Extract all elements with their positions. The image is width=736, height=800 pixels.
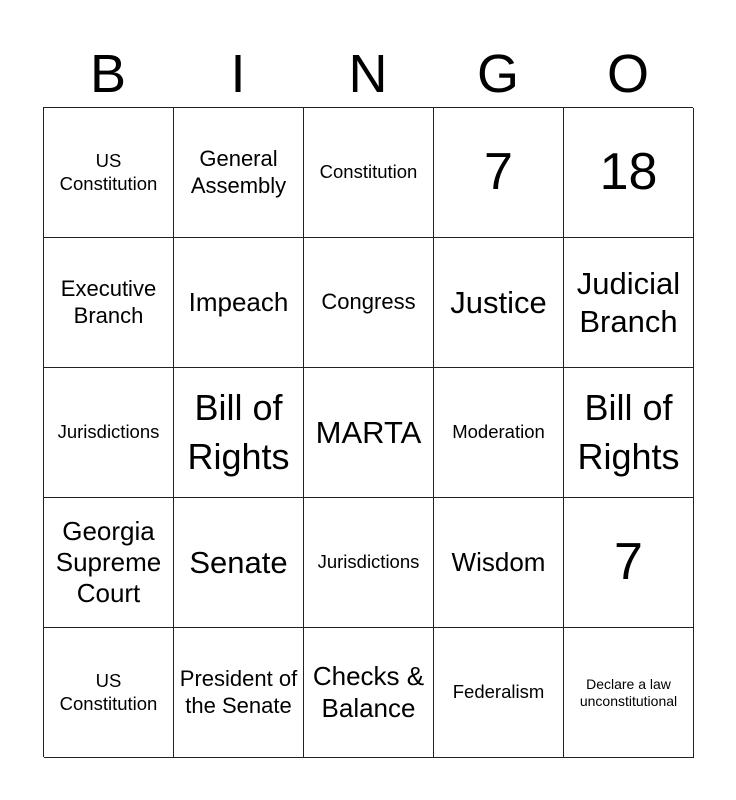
header-letter-b: B <box>89 44 127 104</box>
bingo-card-grid <box>43 107 693 757</box>
bingo-cell[interactable]: Executive Branch <box>44 238 174 368</box>
bingo-cell[interactable]: Moderation <box>434 368 564 498</box>
bingo-cell[interactable]: Georgia Supreme Court <box>44 498 174 628</box>
bingo-cell[interactable]: Federalism <box>434 628 564 758</box>
bingo-cell[interactable]: Wisdom <box>434 498 564 628</box>
bingo-cell[interactable]: 7 <box>434 108 564 238</box>
bingo-cell[interactable]: US Constitution <box>44 628 174 758</box>
bingo-cell[interactable]: Senate <box>174 498 304 628</box>
header-letter-o: O <box>606 44 649 104</box>
bingo-cell[interactable]: Jurisdictions <box>304 498 434 628</box>
bingo-header <box>43 40 693 108</box>
bingo-cell[interactable]: President of the Senate <box>174 628 304 758</box>
bingo-cell[interactable]: Constitution <box>304 108 434 238</box>
bingo-cell[interactable]: US Constitution <box>44 108 174 238</box>
bingo-cell[interactable]: General Assembly <box>174 108 304 238</box>
bingo-cell[interactable]: Checks & Balance <box>304 628 434 758</box>
header-letter-g: G <box>476 44 519 104</box>
header-letter-i: I <box>230 44 246 104</box>
header-letter-n: N <box>348 44 388 104</box>
bingo-cell[interactable]: 7 <box>564 498 694 628</box>
bingo-cell[interactable]: Jurisdictions <box>44 368 174 498</box>
bingo-cell[interactable]: Justice <box>434 238 564 368</box>
bingo-cell[interactable]: 18 <box>564 108 694 238</box>
bingo-cell[interactable]: Congress <box>304 238 434 368</box>
bingo-cell[interactable]: Bill of Rights <box>174 368 304 498</box>
bingo-cell[interactable]: Impeach <box>174 238 304 368</box>
bingo-cell[interactable]: MARTA <box>304 368 434 498</box>
bingo-cell[interactable]: Judicial Branch <box>564 238 694 368</box>
bingo-cell[interactable]: Bill of Rights <box>564 368 694 498</box>
bingo-cell[interactable]: Declare a law unconstitutional <box>564 628 694 758</box>
